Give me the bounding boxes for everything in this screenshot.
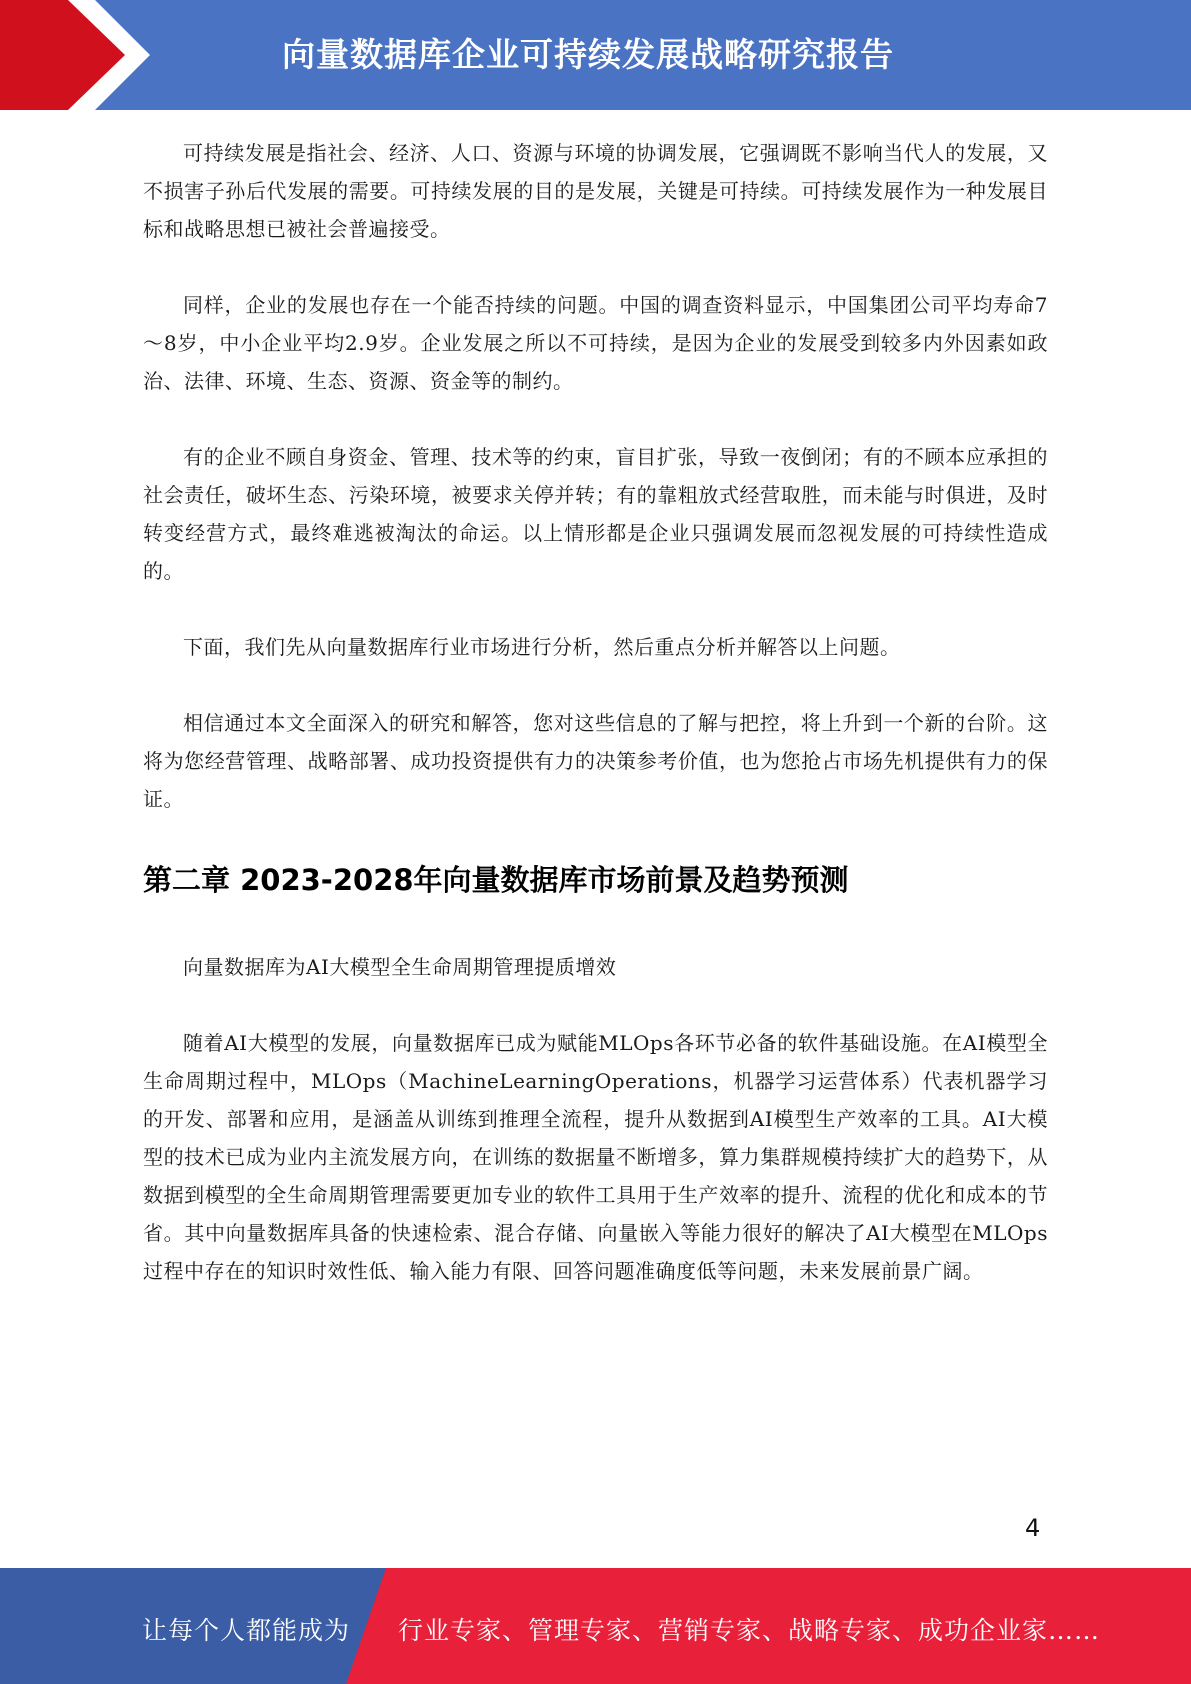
intro-paragraph: 可持续发展是指社会、经济、人口、资源与环境的协调发展，它强调既不影响当代人的发展，又不损害子孙后代发展的需要。可持续发展的目的是发展，关键是可持续。可持续发展作为一种发展目标和战略思想已被社会普遍接受。 — [143, 141, 1048, 241]
chapter-heading: 第二章 2023-2028年向量数据库市场前景及趋势预测 — [143, 863, 849, 897]
report-title: 向量数据库企业可持续发展战略研究报告 — [282, 35, 894, 74]
intro-paragraph: 有的企业不顾自身资金、管理、技术等的约束，盲目扩张，导致一夜倒闭；有的不顾本应承担的社会责任，破坏生态、污染环境，被要求关停并转；有的靠粗放式经营取胜，而未能与时俱进，及时转变经营方式，最终难逃被淘汰的命运。以上情形都是企业只强调发展而忽视发展的可持续性造成的。 — [143, 445, 1048, 583]
intro-paragraph: 相信通过本文全面深入的研究和解答，您对这些信息的了解与把控，将上升到一个新的台阶。这将为您经营管理、战略部署、成功投资提供有力的决策参考价值，也为您抢占市场先机提供有力的保证。 — [143, 711, 1048, 811]
page-content — [143, 134, 1048, 1290]
intro-paragraph: 同样，企业的发展也存在一个能否持续的问题。中国的调查资料显示，中国集团公司平均寿命7～8岁，中小企业平均2.9岁。企业发展之所以不可持续，是因为企业的发展受到较多内外因素如政治、法律、环境、生态、资源、资金等的制约。 — [143, 293, 1048, 393]
footer-slogan-right: 行业专家、管理专家、营销专家、战略专家、成功企业家…… — [398, 1616, 1101, 1645]
chapter-body-paragraph: 随着AI大模型的发展，向量数据库已成为赋能MLOps各环节必备的软件基础设施。在AI模型全生命周期过程中，MLOps（MachineLearningOperations，机器学习运营体系）代表机器学习的开发、部署和应用，是涵盖从训练到推理全流程，提升从数据到AI模型生产效率的工具。AI大模型的技术已成为业内主流发展方向，在训练的数据量不断增多，算力集群规模持续扩大的趋势下，从数据到模型的全生命周期管理需要更加专业的软件工具用于生产效率的提升、流程的优化和成本的节省。其中向量数据库具备的快速检索、混合存储、向量嵌入等能力很好的解决了AI大模型在MLOps过程中存在的知识时效性低、输入能力有限、回答问题准确度低等问题，未来发展前景广阔。 — [143, 1031, 1048, 1283]
page-number: 4 — [1025, 1514, 1041, 1542]
page-header — [0, 0, 1191, 110]
intro-paragraph: 下面，我们先从向量数据库行业市场进行分析，然后重点分析并解答以上问题。 — [183, 635, 901, 659]
section-subtitle: 向量数据库为AI大模型全生命周期管理提质增效 — [183, 955, 617, 979]
header-chevron-decoration — [0, 0, 160, 110]
page-footer — [0, 1568, 1191, 1684]
footer-slogan-left: 让每个人都能成为 — [142, 1616, 351, 1645]
